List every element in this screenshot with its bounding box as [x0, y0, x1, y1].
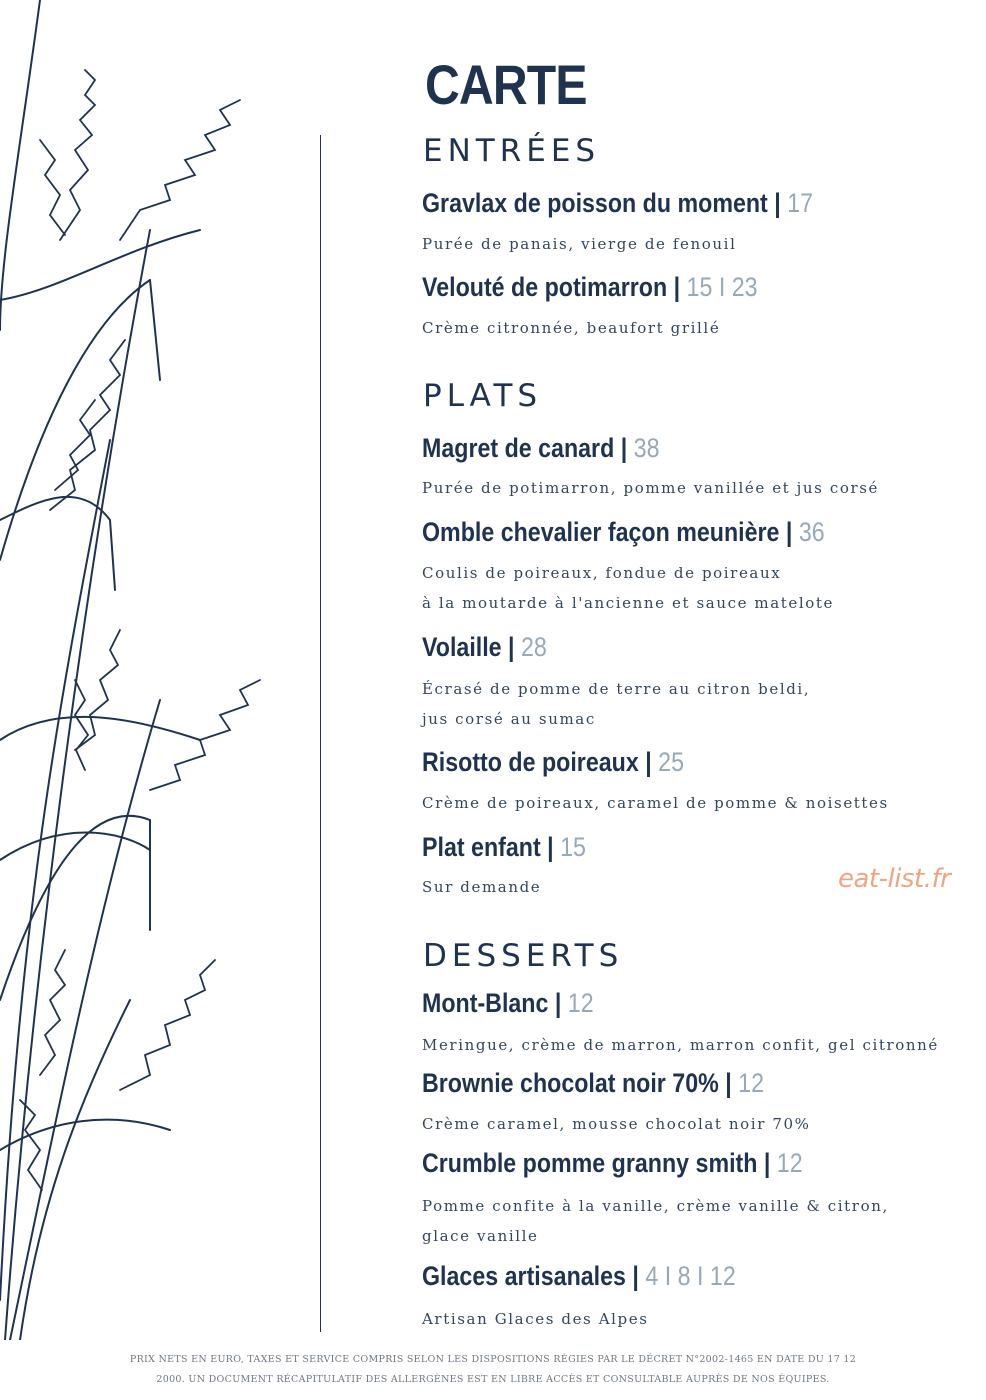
dish-title: Crumble pomme granny smith | 12 — [422, 1148, 803, 1178]
legal-footer — [80, 1350, 906, 1390]
dish-price: 38 — [633, 433, 660, 463]
dish-title: Plat enfant | 15 — [422, 832, 586, 862]
dish-title: Gravlax de poisson du moment | 17 — [422, 188, 814, 218]
dish-title: Glaces artisanales | 4 I 8 I 12 — [422, 1261, 736, 1291]
dish-description: Pomme confite à la vanille, crème vanille & citron, — [422, 1197, 889, 1215]
section-title-plats: PLATS — [423, 378, 543, 414]
vertical-divider — [320, 135, 321, 1332]
dish-price: 25 — [658, 747, 684, 777]
dish-title: Mont-Blanc | 12 — [422, 988, 594, 1018]
dish-description: Crème de poireaux, caramel de pomme & noisettes — [422, 794, 889, 812]
dish-description: Meringue, crème de marron, marron confit, gel citronné — [422, 1036, 939, 1054]
dish-price: 28 — [520, 632, 547, 662]
dish-price: 12 — [776, 1148, 803, 1178]
footer-line: 2000. UN DOCUMENT RÉCAPITULATIF DES ALLERGÈNES EST EN LIBRE ACCÈS ET CONSULTABLE AUPRÈS DE NOS ÉQUIPES. — [156, 1374, 830, 1385]
dish-description: Sur demande — [422, 878, 542, 896]
page-title: CARTE — [425, 53, 587, 116]
dish-price: 36 — [798, 517, 825, 547]
footer-line: PRIX NETS EN EURO, TAXES ET SERVICE COMPRIS SELON LES DISPOSITIONS RÉGIES PAR LE DÉCRET N°2002-1465 EN DATE DU 17 12 — [129, 1354, 857, 1365]
dish-description: Purée de potimarron, pomme vanillée et jus corsé — [422, 479, 880, 497]
dish-title: Omble chevalier façon meunière | 36 — [422, 517, 825, 547]
dish-description: glace vanille — [422, 1227, 539, 1245]
dish-description: Crème caramel, mousse chocolat noir 70% — [422, 1115, 811, 1133]
section-title-desserts: DESSERTS — [423, 938, 624, 974]
dish-price: 17 — [787, 188, 814, 218]
dish-description: Purée de panais, vierge de fenouil — [422, 235, 737, 253]
dish-price: 12 — [567, 988, 594, 1018]
dish-price: 15 — [560, 832, 586, 862]
watermark: eat-list.fr — [838, 864, 951, 894]
dish-price: 12 — [738, 1068, 765, 1098]
dish-price: 4 I 8 I 12 — [645, 1261, 736, 1291]
dish-description: à la moutarde à l'ancienne et sauce matelote — [422, 594, 835, 612]
dish-title: Volaille | 28 — [422, 632, 547, 662]
dish-price: 15 I 23 — [686, 272, 758, 302]
dish-description: Coulis de poireaux, fondue de poireaux — [422, 564, 782, 582]
dish-description: Écrasé de pomme de terre au citron beldi, — [422, 680, 811, 698]
dish-title: Velouté de potimarron | 15 I 23 — [422, 272, 758, 302]
wheat-illustration — [0, 0, 300, 1340]
dish-title: Brownie chocolat noir 70% | 12 — [422, 1068, 765, 1098]
dish-description: jus corsé au sumac — [422, 710, 596, 728]
dish-title: Magret de canard | 38 — [422, 433, 660, 463]
dish-title: Risotto de poireaux | 25 — [422, 747, 684, 777]
dish-description: Artisan Glaces des Alpes — [422, 1310, 649, 1328]
dish-description: Crème citronnée, beaufort grillé — [422, 319, 721, 337]
section-title-entrees: ENTRÉES — [423, 133, 601, 169]
